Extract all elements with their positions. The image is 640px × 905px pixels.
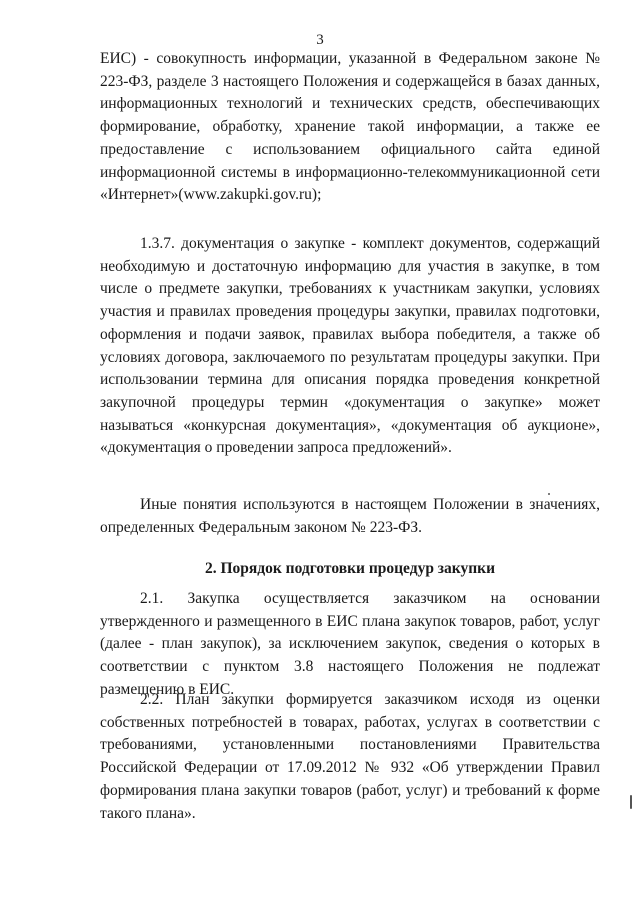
page-number: 3	[316, 32, 324, 48]
paragraph-2-1: 2.1. Закупка осуществляется заказчиком на основании утвержденного и размещенного в ЕИС плана закупок товаров, работ, услуг (далее - план закупок), за исключением закупок, сведения о которых в соответствии с пунктом 3.8 настоящего Положения не подлежат размещению в ЕИС.	[100, 590, 600, 698]
scan-speck	[630, 795, 632, 809]
section-heading: 2. Порядок подготовки процедур закупки	[204, 560, 496, 577]
paragraph-procurement-documentation: 1.3.7. документация о закупке - комплект документов, содержащий необходимую и достаточную информацию для участия в закупке, в том числе о предмете закупки, требованиях к участникам закупки, условиях участия и правилах проведения процедуры закупки, правилах подготовки, оформления и подачи заявок, правилах выбора победителя, а также об условиях договора, заключаемого по результатам процедуры закупки. При использовании термина для описания порядка проведения конкретной закупочной процедуры термин «документация о закупке» может называться «конкурсная документация», «документация об аукционе», «документация о проведении запроса предложений».	[100, 235, 600, 457]
paragraph-eis-definition: ЕИС) - совокупность информации, указанной в Федеральном законе № 223-ФЗ, разделе 3 настоящего Положения и содержащейся в базах данных, информационных технологий и технических средств, обеспечивающих формирование, обработку, хранение такой информации, а также ее предоставление с использованием официального сайта единой информационной системы в информационно-телекоммуникационной сети «Интернет»(www.zakupki.gov.ru);	[100, 50, 600, 204]
paragraph-other-terms: Иные понятия используются в настоящем Положении в значениях, определенных Федеральным законом № 223-ФЗ.	[100, 496, 600, 536]
scan-speck	[548, 493, 550, 495]
paragraph-2-2: 2.2. План закупки формируется заказчиком исходя из оценки собственных потребностей в товарах, работах, услугах в соответствии с требованиями, установленными постановлениями Правительства Российской Федерации от 17.09.2012 № 932 «Об утверждении Правил формирования плана закупки товаров (работ, услуг) и требований к форме такого плана».	[100, 691, 600, 822]
